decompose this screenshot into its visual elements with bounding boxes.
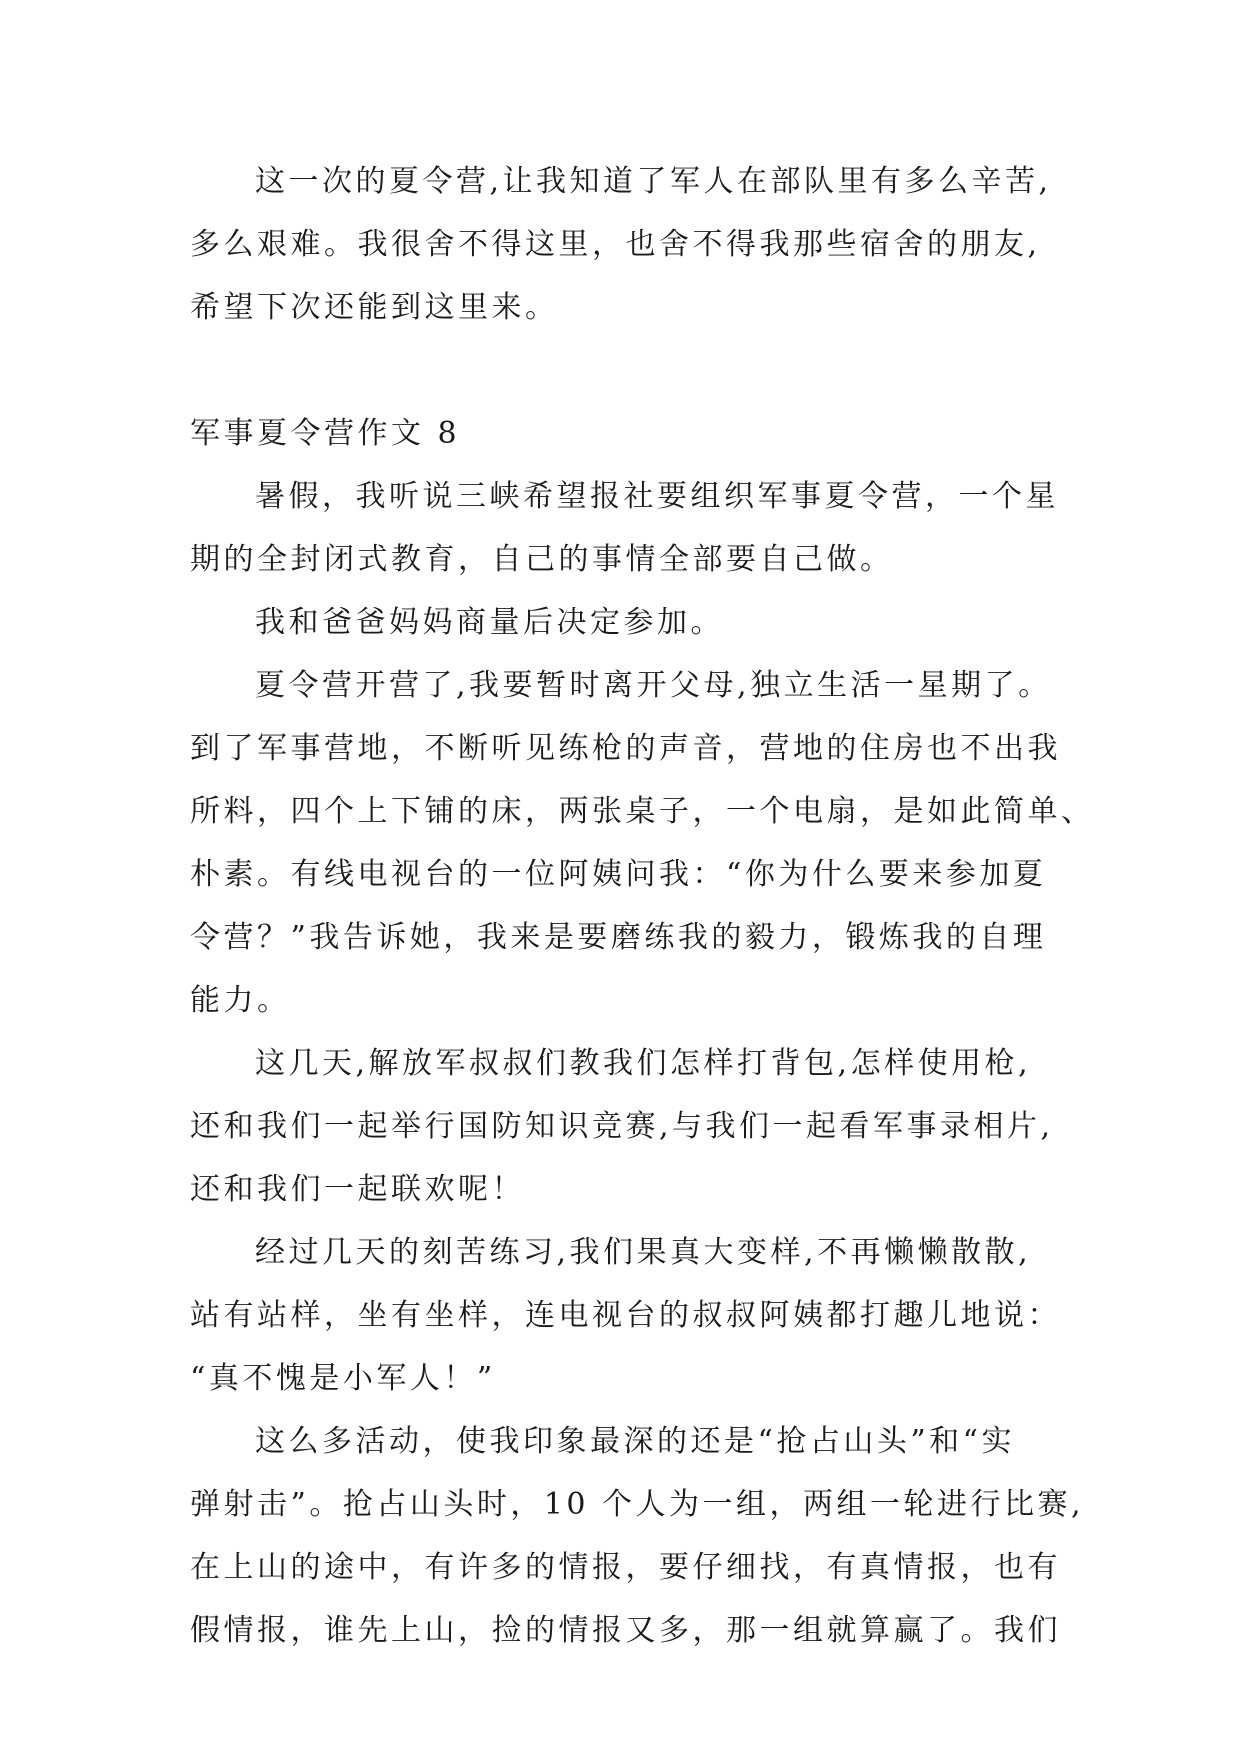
paragraph-line: 令营？”我告诉她，我来是要磨练我的毅力，锻炼我的自理 <box>190 920 1047 955</box>
paragraph-line: 这几天,解放军叔叔们教我们怎样打背包,怎样使用枪, <box>255 1046 1032 1081</box>
paragraph-line: 弹射击”。抢占山头时，10 个人为一组，两组一轮进行比赛, <box>190 1487 1085 1522</box>
paragraph-line: 夏令营开营了,我要暂时离开父母,独立生活一星期了。 <box>255 668 1052 703</box>
paragraph-line: 站有站样，坐有坐样，连电视台的叔叔阿姨都打趣儿地说： <box>190 1298 1061 1333</box>
paragraph-line: 在上山的途中，有许多的情报，要仔细找，有真情报，也有 <box>190 1550 1061 1585</box>
paragraph-line: 所料，四个上下铺的床，两张桌子，一个电扇，是如此简单、 <box>190 794 1095 829</box>
paragraph-line: 朴素。有线电视台的一位阿姨问我：“你为什么要来参加夏 <box>190 857 1047 892</box>
paragraph-line: 这一次的夏令营,让我知道了军人在部队里有多么辛苦, <box>255 164 1052 199</box>
paragraph-line: 期的全封闭式教育，自己的事情全部要自己做。 <box>190 542 894 577</box>
paragraph-line: 希望下次还能到这里来。 <box>190 290 559 325</box>
paragraph-line: 暑假，我听说三峡希望报社要组织军事夏令营，一个星 <box>255 479 1059 514</box>
document-body <box>190 150 1095 1662</box>
paragraph-line: 假情报，谁先上山，捡的情报又多，那一组就算赢了。我们 <box>190 1613 1061 1648</box>
paragraph-line: 我和爸爸妈妈商量后决定参加。 <box>255 605 724 640</box>
paragraph-line: 经过几天的刻苦练习,我们果真大变样,不再懒懒散散, <box>255 1235 1032 1270</box>
paragraph-line: 能力。 <box>190 983 291 1018</box>
section-heading: 军事夏令营作文 8 <box>190 416 461 451</box>
paragraph-line: 还和我们一起举行国防知识竞赛,与我们一起看军事录相片, <box>190 1109 1054 1144</box>
paragraph-line: “真不愧是小军人！” <box>190 1361 496 1396</box>
blank-line <box>190 339 1080 402</box>
paragraph-line: 这么多活动，使我印象最深的还是“抢占山头”和“实 <box>255 1424 1016 1459</box>
paragraph-line: 到了军事营地，不断听见练枪的声音，营地的住房也不出我 <box>190 731 1061 766</box>
paragraph-line: 还和我们一起联欢呢！ <box>190 1172 525 1207</box>
paragraph-line: 多么艰难。我很舍不得这里，也舍不得我那些宿舍的朋友, <box>190 227 1041 262</box>
